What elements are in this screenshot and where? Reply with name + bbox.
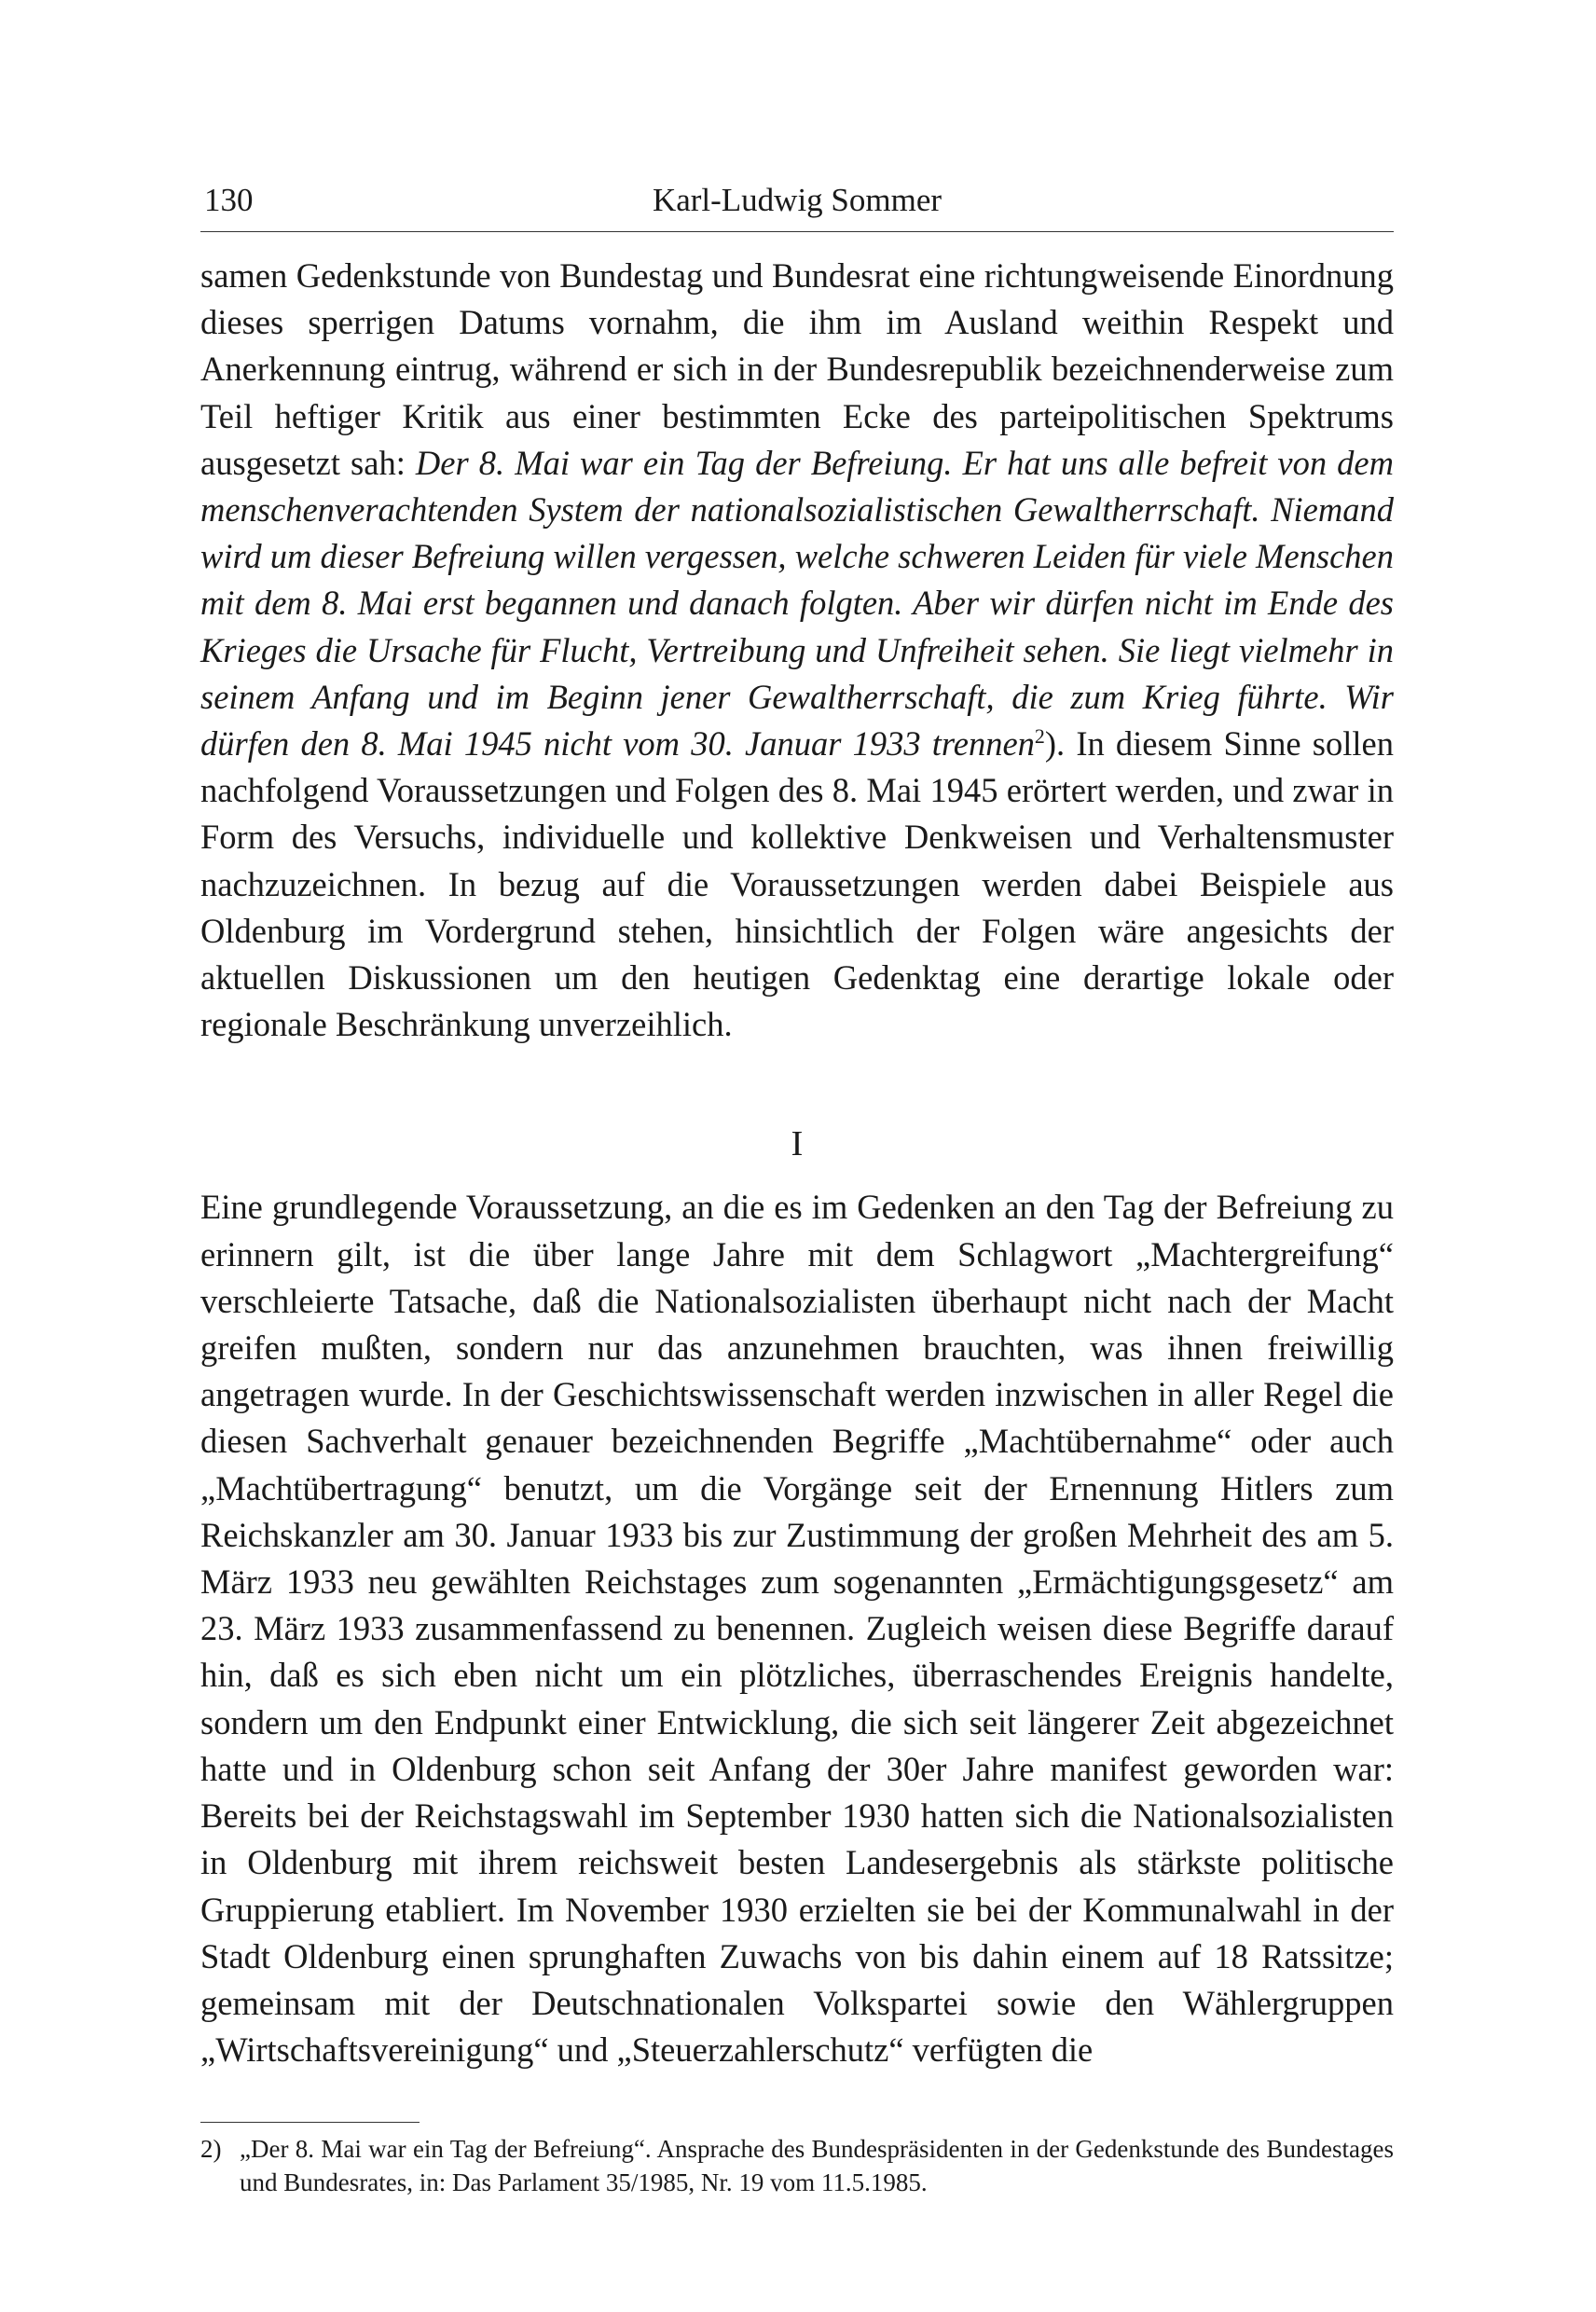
page-number: 130 xyxy=(204,182,254,218)
paragraph-continuation xyxy=(200,253,1394,1048)
footnote xyxy=(200,2132,1394,2199)
paragraph-section-one: Eine grundlegende Voraussetzung, an die es im Gedenken an den Tag der Befreiung zu erinnern gilt, ist die über lange Jahre mit dem Schlagwort „Machtergreifung“ verschleierte Tatsache, daß die Nationalsozialisten überhaupt nicht nach der Macht greifen mußten, sondern nur das anzunehmen brauchten, was ihnen freiwillig angetragen wurde. In der Geschichtswissenschaft werden inzwischen in aller Regel die diesen Sachverhalt genauer bezeichnenden Begriffe „Machtübernahme“ oder auch „Machtübertragung“ benutzt, um die Vorgänge seit der Ernennung Hitlers zum Reichskanzler am 30. Januar 1933 bis zur Zustimmung der großen Mehrheit des am 5. März 1933 neu gewählten Reichstages zum sogenannten „Ermächtigungsgesetz“ am 23. März 1933 zusammenfassend zu benennen. Zugleich weisen diese Begriffe darauf hin, daß es sich eben nicht um ein plötzliches, überraschendes Ereignis handelte, sondern um den Endpunkt einer Entwicklung, die sich seit längerer Zeit abgezeichnet hatte und in Oldenburg schon seit Anfang der 30er Jahre manifest geworden war: Bereits bei der Reichstagswahl im September 1930 hatten sich die Nationalsozialisten in Oldenburg mit ihrem reichsweit besten Landesergebnis als stärkste politische Gruppierung etabliert. Im November 1930 erzielten sie bei der Kommunalwahl in der Stadt Oldenburg einen sprunghaften Zuwachs von bis dahin einem auf 18 Ratssitze; gemeinsam mit der Deutschnationalen Volkspartei sowie den Wählergruppen „Wirtschaftsvereinigung“ und „Steuerzahlerschutz“ verfügten die xyxy=(200,1188,1394,2070)
footnote-text: „Der 8. Mai war ein Tag der Befreiung“. Ansprache des Bundespräsidenten in der Gedenkstunde des Bundestages und Bundesrates, in: Das Parlament 35/1985, Nr. 19 vom 11.5.1985. xyxy=(240,2135,1394,2197)
page-content xyxy=(200,177,1394,2199)
president-quote: Der 8. Mai war ein Tag der Befreiung. Er hat uns alle befreit von dem menschenverachtenden System der nationalsozialistischen Gewaltherrschaft. Niemand wird um dieser Befreiung willen vergessen, welche schweren Leiden für viele Menschen mit dem 8. Mai erst begannen und danach folgten. Aber wir dürfen nicht im Ende des Krieges die Ursache für Flucht, Vertreibung und Unfreiheit sehen. Sie liegt vielmehr in seinem Anfang und im Beginn jener Gewaltherrschaft, die zum Krieg führte. Wir dürfen den 8. Mai 1945 nicht vom 30. Januar 1933 trennen xyxy=(200,443,1394,764)
footnote-rule xyxy=(200,2122,420,2123)
footnote-marker: 2) xyxy=(200,2135,222,2164)
running-head xyxy=(200,177,1394,224)
header-rule xyxy=(200,231,1394,232)
paragraph-text-start: samen Gedenkstunde von Bundestag und Bundesrat eine richtungweisende Einordnung dieses sperrigen Datums vornahm, die ihm im Ausland weithin Respekt und Anerkennung eintrug, während er sich in der Bundesrepublik bezeichnenderweise zum Teil heftiger Kritik aus einer bestimmten Ecke des parteipolitischen Spektrums ausgesetzt sah: xyxy=(200,256,1394,482)
footnote-reference[interactable]: 2 xyxy=(1034,723,1045,748)
paragraph-text-end: ). In diesem Sinne sollen nachfolgend Voraussetzungen und Folgen des 8. Mai 1945 erörtert werden, und zwar in Form des Versuchs, individuelle und kollektive Denkweisen und Verhaltensmuster nachzuzeichnen. In bezug auf die Voraussetzungen werden dabei Beispiele aus Oldenburg im Vordergrund stehen, hinsichtlich der Folgen wäre angesichts der aktuellen Diskussionen um den heutigen Gedenktag eine derartige lokale oder regionale Beschränkung unverzeihlich. xyxy=(200,724,1394,1044)
running-title-author: Karl-Ludwig Sommer xyxy=(652,182,942,218)
section-heading: I xyxy=(791,1124,804,1164)
